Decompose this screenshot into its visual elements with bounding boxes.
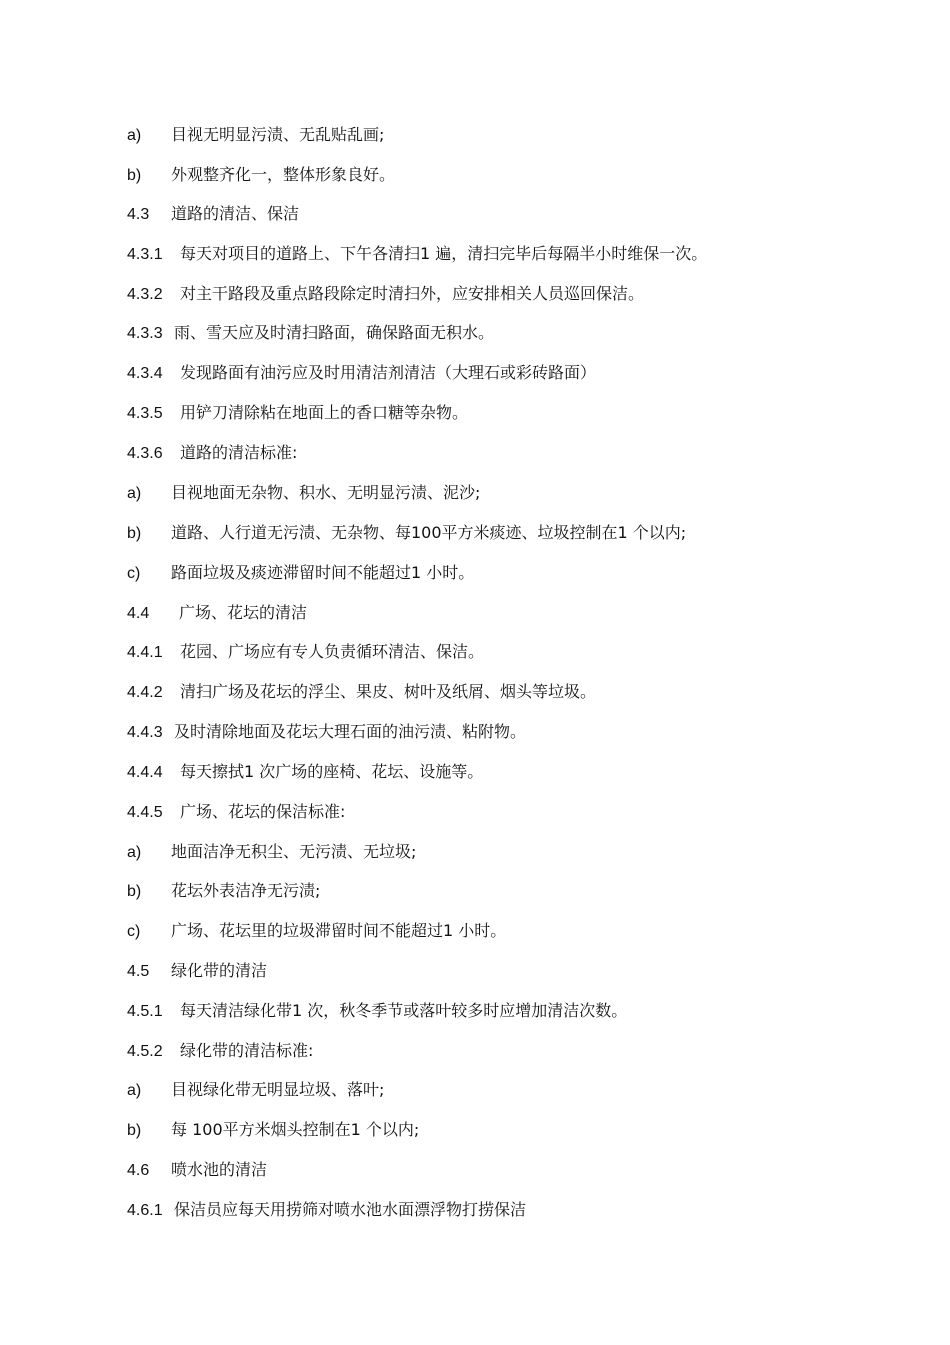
list-item	[127, 561, 474, 585]
clause	[127, 1198, 526, 1222]
clause-text: 广场、花坛的保洁标准:	[180, 802, 346, 821]
item-number: b)	[127, 167, 142, 184]
list-item	[127, 123, 384, 147]
clause	[127, 282, 644, 306]
clause	[127, 242, 707, 266]
clause-text: 每天擦拭1 次广场的座椅、花坛、设施等。	[180, 762, 484, 781]
clause-number: 4.3.4	[127, 365, 163, 382]
clause-number: 4.4.3	[127, 724, 163, 741]
clause	[127, 760, 483, 784]
section-heading	[127, 601, 307, 625]
clause-text: 清扫广场及花坛的浮尘、果皮、树叶及纸屑、烟头等垃圾。	[180, 682, 597, 701]
clause-text: 绿化带的清洁标准:	[180, 1041, 314, 1060]
item-text: 地面洁净无积尘、无污渍、无垃圾;	[171, 842, 417, 861]
clause-text: 对主干路段及重点路段除定时清扫外，应安排相关人员巡回保洁。	[180, 284, 645, 303]
clause-text: 每天对项目的道路上、下午各清扫1 遍，清扫完毕后每隔半小时维保一次。	[180, 244, 708, 263]
item-number: b)	[127, 883, 142, 900]
item-number: b)	[127, 1122, 142, 1139]
clause	[127, 361, 596, 385]
section-number: 4.6	[127, 1162, 150, 1179]
item-text: 路面垃圾及痰迹滞留时间不能超过1 小时。	[171, 563, 475, 582]
clause	[127, 999, 627, 1023]
clause	[127, 680, 596, 704]
clause-number: 4.5.1	[127, 1003, 163, 1020]
clause	[127, 441, 297, 465]
item-text: 目视绿化带无明显垃圾、落叶;	[171, 1080, 385, 1099]
section-title: 道路的清洁、保洁	[171, 204, 300, 223]
clause-text: 每天清洁绿化带1 次，秋冬季节或落叶较多时应增加清洁次数。	[180, 1001, 628, 1020]
clause	[127, 720, 526, 744]
item-text: 道路、人行道无污渍、无杂物、每100平方米痰迹、垃圾控制在1 个以内;	[171, 523, 687, 542]
item-text: 外观整齐化一，整体形象良好。	[171, 165, 396, 184]
section-heading	[127, 959, 267, 983]
section-title: 喷水池的清洁	[171, 1160, 268, 1179]
clause	[127, 800, 345, 824]
clause	[127, 321, 494, 345]
clause-text: 雨、雪天应及时清扫路面，确保路面无积水。	[174, 323, 495, 342]
clause-text: 发现路面有油污应及时用清洁剂清洁（大理石或彩砖路面）	[180, 363, 597, 382]
section-heading	[127, 1158, 267, 1182]
item-number: c)	[127, 923, 141, 940]
clause-text: 花园、广场应有专人负责循环清洁、保洁。	[180, 642, 485, 661]
item-number: a)	[127, 1082, 142, 1099]
list-item	[127, 521, 686, 545]
item-number: c)	[127, 565, 141, 582]
item-text: 花坛外表洁净无污渍;	[171, 881, 321, 900]
item-text: 广场、花坛里的垃圾滞留时间不能超过1 小时。	[171, 921, 507, 940]
item-number: a)	[127, 485, 142, 502]
list-item	[127, 879, 320, 903]
section-title: 绿化带的清洁	[171, 961, 268, 980]
list-item	[127, 919, 506, 943]
section-heading	[127, 202, 299, 226]
clause	[127, 401, 468, 425]
clause	[127, 640, 484, 664]
clause-text: 及时清除地面及花坛大理石面的油污渍、粘附物。	[174, 722, 527, 741]
clause-number: 4.3.3	[127, 325, 163, 342]
list-item	[127, 481, 480, 505]
list-item	[127, 1118, 419, 1142]
clause-number: 4.4.4	[127, 764, 163, 781]
list-item	[127, 1078, 384, 1102]
clause-text: 道路的清洁标准:	[180, 443, 298, 462]
item-number: a)	[127, 127, 142, 144]
section-number: 4.5	[127, 963, 150, 980]
list-item	[127, 163, 395, 187]
clause-number: 4.3.2	[127, 286, 163, 303]
clause-text: 保洁员应每天用捞筛对喷水池水面漂浮物打捞保洁	[174, 1200, 527, 1219]
clause-number: 4.4.1	[127, 644, 163, 661]
clause-text: 用铲刀清除粘在地面上的香口糖等杂物。	[180, 403, 469, 422]
clause-number: 4.6.1	[127, 1202, 163, 1219]
clause-number: 4.3.1	[127, 246, 163, 263]
list-item	[127, 840, 416, 864]
clause-number: 4.3.5	[127, 405, 163, 422]
section-title: 广场、花坛的清洁	[179, 603, 308, 622]
clause-number: 4.4.5	[127, 804, 163, 821]
section-number: 4.3	[127, 206, 150, 223]
clause-number: 4.4.2	[127, 684, 163, 701]
item-text: 目视地面无杂物、积水、无明显污渍、泥沙;	[171, 483, 481, 502]
clause-number: 4.5.2	[127, 1043, 163, 1060]
section-number: 4.4	[127, 605, 150, 622]
clause-number: 4.3.6	[127, 445, 163, 462]
item-number: b)	[127, 525, 142, 542]
item-text: 每 100平方米烟头控制在1 个以内;	[171, 1120, 420, 1139]
item-text: 目视无明显污渍、无乱贴乱画;	[171, 125, 385, 144]
item-number: a)	[127, 844, 142, 861]
clause	[127, 1039, 313, 1063]
